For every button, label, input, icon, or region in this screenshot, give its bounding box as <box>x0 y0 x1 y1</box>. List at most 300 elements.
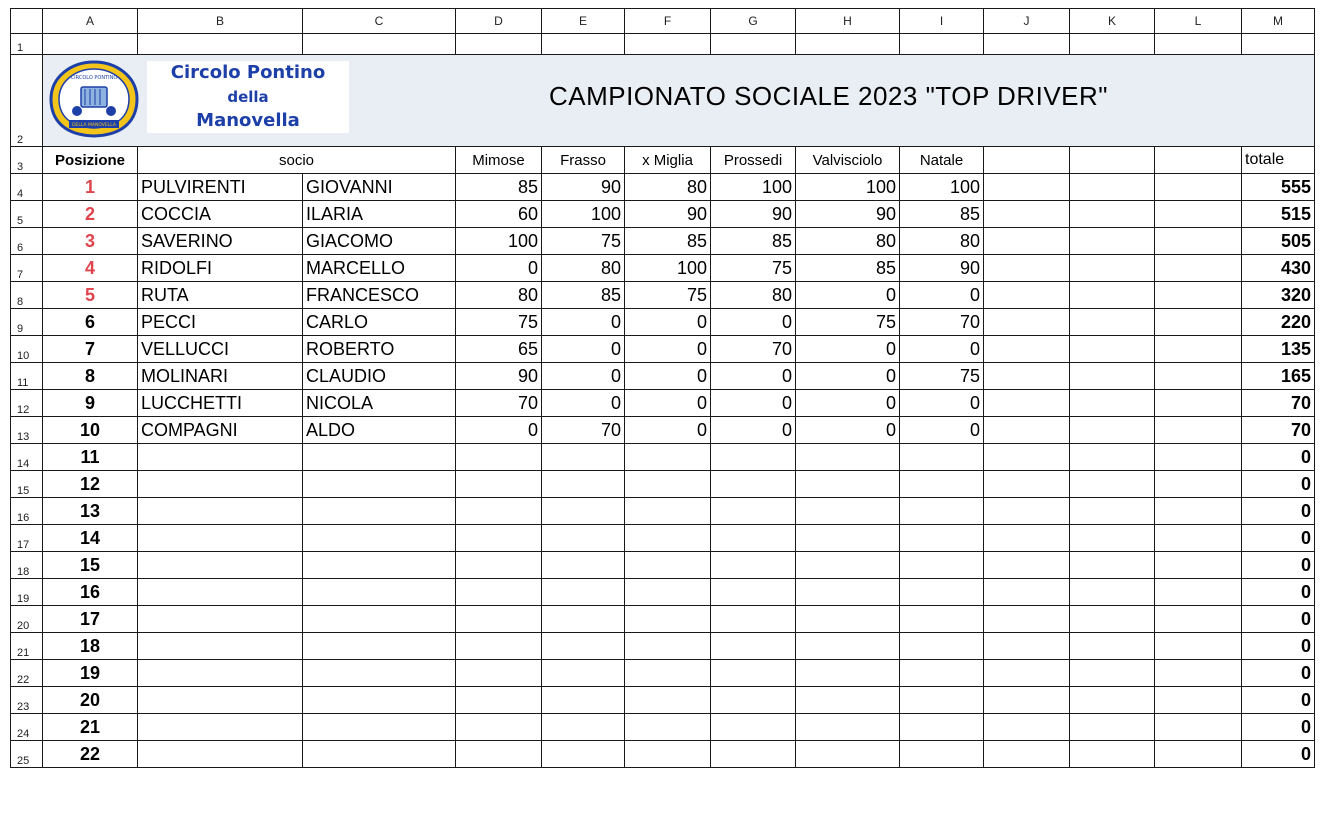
row-number[interactable]: 15 <box>11 471 43 498</box>
cell[interactable] <box>1070 228 1155 255</box>
column-header-c[interactable]: C <box>303 9 456 34</box>
score-cell[interactable]: 85 <box>542 282 625 309</box>
cell[interactable] <box>984 228 1070 255</box>
cell[interactable] <box>1242 34 1315 55</box>
cell[interactable] <box>625 34 711 55</box>
score-cell[interactable]: 0 <box>796 336 900 363</box>
row-number[interactable]: 18 <box>11 552 43 579</box>
score-cell[interactable] <box>625 714 711 741</box>
cell[interactable] <box>1155 687 1242 714</box>
cell[interactable] <box>1070 282 1155 309</box>
score-cell[interactable] <box>456 606 542 633</box>
score-cell[interactable] <box>456 741 542 768</box>
first-name-cell[interactable]: MARCELLO <box>303 255 456 282</box>
score-cell[interactable]: 90 <box>711 201 796 228</box>
cell[interactable] <box>984 741 1070 768</box>
surname-cell[interactable]: PECCI <box>138 309 303 336</box>
score-cell[interactable]: 75 <box>796 309 900 336</box>
cell[interactable] <box>1155 282 1242 309</box>
total-cell[interactable]: 0 <box>1242 579 1315 606</box>
surname-cell[interactable] <box>138 687 303 714</box>
first-name-cell[interactable] <box>303 660 456 687</box>
cell[interactable] <box>1070 390 1155 417</box>
score-cell[interactable] <box>796 714 900 741</box>
score-cell[interactable] <box>711 606 796 633</box>
score-cell[interactable] <box>900 633 984 660</box>
cell[interactable] <box>1070 34 1155 55</box>
score-cell[interactable]: 0 <box>711 417 796 444</box>
first-name-cell[interactable]: CLAUDIO <box>303 363 456 390</box>
total-cell[interactable]: 0 <box>1242 741 1315 768</box>
score-cell[interactable] <box>900 741 984 768</box>
cell[interactable] <box>1155 633 1242 660</box>
score-cell[interactable] <box>542 606 625 633</box>
cell[interactable] <box>984 579 1070 606</box>
cell[interactable] <box>1070 660 1155 687</box>
row-number[interactable]: 21 <box>11 633 43 660</box>
score-cell[interactable] <box>542 687 625 714</box>
row-number[interactable]: 1 <box>11 34 43 55</box>
total-cell[interactable]: 0 <box>1242 714 1315 741</box>
score-cell[interactable] <box>625 525 711 552</box>
position-cell[interactable]: 5 <box>43 282 138 309</box>
row-number[interactable]: 20 <box>11 606 43 633</box>
score-cell[interactable]: 85 <box>796 255 900 282</box>
total-cell[interactable]: 0 <box>1242 660 1315 687</box>
total-cell[interactable]: 555 <box>1242 174 1315 201</box>
header-event-4[interactable]: Prossedi <box>711 147 796 174</box>
cell[interactable] <box>1070 174 1155 201</box>
score-cell[interactable] <box>711 525 796 552</box>
first-name-cell[interactable] <box>303 633 456 660</box>
score-cell[interactable]: 80 <box>711 282 796 309</box>
score-cell[interactable]: 75 <box>625 282 711 309</box>
score-cell[interactable]: 85 <box>711 228 796 255</box>
cell[interactable] <box>1070 417 1155 444</box>
score-cell[interactable] <box>796 606 900 633</box>
first-name-cell[interactable] <box>303 687 456 714</box>
score-cell[interactable]: 0 <box>625 309 711 336</box>
score-cell[interactable]: 80 <box>456 282 542 309</box>
score-cell[interactable]: 70 <box>900 309 984 336</box>
score-cell[interactable] <box>456 552 542 579</box>
score-cell[interactable] <box>711 714 796 741</box>
score-cell[interactable] <box>625 579 711 606</box>
score-cell[interactable]: 0 <box>900 282 984 309</box>
score-cell[interactable] <box>542 552 625 579</box>
cell[interactable] <box>1070 579 1155 606</box>
column-header-m[interactable]: M <box>1242 9 1315 34</box>
score-cell[interactable] <box>456 471 542 498</box>
score-cell[interactable]: 0 <box>900 336 984 363</box>
total-cell[interactable]: 0 <box>1242 633 1315 660</box>
column-header-f[interactable]: F <box>625 9 711 34</box>
total-cell[interactable]: 70 <box>1242 390 1315 417</box>
cell[interactable] <box>984 606 1070 633</box>
score-cell[interactable]: 0 <box>900 417 984 444</box>
score-cell[interactable] <box>625 606 711 633</box>
row-number[interactable]: 10 <box>11 336 43 363</box>
cell[interactable] <box>984 633 1070 660</box>
score-cell[interactable] <box>542 660 625 687</box>
first-name-cell[interactable]: ILARIA <box>303 201 456 228</box>
score-cell[interactable] <box>900 525 984 552</box>
position-cell[interactable]: 7 <box>43 336 138 363</box>
column-header-a[interactable]: A <box>43 9 138 34</box>
score-cell[interactable]: 0 <box>625 336 711 363</box>
cell[interactable] <box>1070 606 1155 633</box>
first-name-cell[interactable] <box>303 525 456 552</box>
position-cell[interactable]: 20 <box>43 687 138 714</box>
score-cell[interactable]: 0 <box>542 390 625 417</box>
column-header-g[interactable]: G <box>711 9 796 34</box>
score-cell[interactable]: 80 <box>900 228 984 255</box>
score-cell[interactable] <box>456 444 542 471</box>
total-cell[interactable]: 0 <box>1242 444 1315 471</box>
score-cell[interactable] <box>456 525 542 552</box>
row-number[interactable]: 16 <box>11 498 43 525</box>
position-cell[interactable]: 11 <box>43 444 138 471</box>
score-cell[interactable]: 100 <box>456 228 542 255</box>
score-cell[interactable]: 0 <box>625 390 711 417</box>
cell[interactable] <box>1070 498 1155 525</box>
total-cell[interactable]: 135 <box>1242 336 1315 363</box>
total-cell[interactable]: 505 <box>1242 228 1315 255</box>
score-cell[interactable]: 0 <box>796 390 900 417</box>
cell[interactable] <box>1070 336 1155 363</box>
row-number[interactable]: 9 <box>11 309 43 336</box>
score-cell[interactable] <box>456 498 542 525</box>
cell[interactable] <box>1155 444 1242 471</box>
cell[interactable] <box>984 687 1070 714</box>
cell[interactable] <box>1155 336 1242 363</box>
score-cell[interactable] <box>796 687 900 714</box>
header-total[interactable]: totale <box>1242 147 1315 174</box>
cell[interactable] <box>1155 660 1242 687</box>
surname-cell[interactable] <box>138 498 303 525</box>
score-cell[interactable] <box>542 444 625 471</box>
cell[interactable] <box>1155 579 1242 606</box>
score-cell[interactable]: 0 <box>625 417 711 444</box>
column-header-k[interactable]: K <box>1070 9 1155 34</box>
score-cell[interactable]: 90 <box>796 201 900 228</box>
row-number[interactable]: 23 <box>11 687 43 714</box>
cell[interactable] <box>984 552 1070 579</box>
surname-cell[interactable] <box>138 606 303 633</box>
cell[interactable] <box>984 255 1070 282</box>
position-cell[interactable]: 18 <box>43 633 138 660</box>
cell[interactable] <box>1070 687 1155 714</box>
cell[interactable] <box>1155 606 1242 633</box>
surname-cell[interactable] <box>138 444 303 471</box>
score-cell[interactable]: 0 <box>625 363 711 390</box>
score-cell[interactable]: 75 <box>542 228 625 255</box>
position-cell[interactable]: 17 <box>43 606 138 633</box>
score-cell[interactable] <box>711 552 796 579</box>
first-name-cell[interactable]: ROBERTO <box>303 336 456 363</box>
row-number[interactable]: 4 <box>11 174 43 201</box>
total-cell[interactable]: 320 <box>1242 282 1315 309</box>
score-cell[interactable] <box>711 471 796 498</box>
cell[interactable] <box>1070 714 1155 741</box>
score-cell[interactable] <box>625 471 711 498</box>
score-cell[interactable]: 0 <box>542 309 625 336</box>
first-name-cell[interactable]: GIOVANNI <box>303 174 456 201</box>
total-cell[interactable]: 165 <box>1242 363 1315 390</box>
header-event-1[interactable]: Mimose <box>456 147 542 174</box>
score-cell[interactable] <box>711 660 796 687</box>
total-cell[interactable]: 0 <box>1242 525 1315 552</box>
first-name-cell[interactable]: CARLO <box>303 309 456 336</box>
surname-cell[interactable] <box>138 714 303 741</box>
cell[interactable] <box>303 34 456 55</box>
score-cell[interactable]: 0 <box>711 363 796 390</box>
cell[interactable] <box>984 336 1070 363</box>
position-cell[interactable]: 13 <box>43 498 138 525</box>
score-cell[interactable] <box>796 498 900 525</box>
position-cell[interactable]: 19 <box>43 660 138 687</box>
score-cell[interactable] <box>542 633 625 660</box>
position-cell[interactable]: 8 <box>43 363 138 390</box>
cell[interactable] <box>984 660 1070 687</box>
score-cell[interactable] <box>900 660 984 687</box>
header-member[interactable]: socio <box>138 147 456 174</box>
score-cell[interactable]: 80 <box>542 255 625 282</box>
cell[interactable] <box>984 525 1070 552</box>
first-name-cell[interactable] <box>303 444 456 471</box>
score-cell[interactable] <box>900 552 984 579</box>
score-cell[interactable]: 80 <box>625 174 711 201</box>
score-cell[interactable]: 85 <box>456 174 542 201</box>
column-header-l[interactable]: L <box>1155 9 1242 34</box>
score-cell[interactable] <box>456 687 542 714</box>
score-cell[interactable]: 70 <box>456 390 542 417</box>
header-event-3[interactable]: x Miglia <box>625 147 711 174</box>
score-cell[interactable] <box>796 552 900 579</box>
cell[interactable] <box>1155 255 1242 282</box>
score-cell[interactable]: 0 <box>542 363 625 390</box>
cell[interactable] <box>984 201 1070 228</box>
cell[interactable] <box>1070 255 1155 282</box>
cell[interactable] <box>1155 309 1242 336</box>
cell[interactable] <box>984 147 1070 174</box>
total-cell[interactable]: 70 <box>1242 417 1315 444</box>
score-cell[interactable] <box>711 687 796 714</box>
cell[interactable] <box>1155 714 1242 741</box>
cell[interactable] <box>984 714 1070 741</box>
surname-cell[interactable]: SAVERINO <box>138 228 303 255</box>
score-cell[interactable] <box>711 579 796 606</box>
score-cell[interactable]: 100 <box>711 174 796 201</box>
first-name-cell[interactable] <box>303 741 456 768</box>
cell[interactable] <box>900 34 984 55</box>
score-cell[interactable]: 75 <box>900 363 984 390</box>
score-cell[interactable] <box>625 687 711 714</box>
row-number[interactable]: 6 <box>11 228 43 255</box>
score-cell[interactable]: 85 <box>625 228 711 255</box>
score-cell[interactable]: 0 <box>796 417 900 444</box>
row-number[interactable]: 7 <box>11 255 43 282</box>
row-number[interactable]: 2 <box>11 55 43 147</box>
cell[interactable] <box>984 444 1070 471</box>
cell[interactable] <box>1155 201 1242 228</box>
cell[interactable] <box>984 282 1070 309</box>
score-cell[interactable]: 0 <box>711 309 796 336</box>
score-cell[interactable]: 90 <box>542 174 625 201</box>
position-cell[interactable]: 10 <box>43 417 138 444</box>
score-cell[interactable] <box>900 687 984 714</box>
score-cell[interactable] <box>796 579 900 606</box>
score-cell[interactable] <box>711 633 796 660</box>
total-cell[interactable]: 0 <box>1242 471 1315 498</box>
surname-cell[interactable] <box>138 660 303 687</box>
score-cell[interactable] <box>625 660 711 687</box>
row-number[interactable]: 11 <box>11 363 43 390</box>
score-cell[interactable] <box>625 741 711 768</box>
cell[interactable] <box>1155 363 1242 390</box>
surname-cell[interactable]: RIDOLFI <box>138 255 303 282</box>
cell[interactable] <box>984 34 1070 55</box>
score-cell[interactable] <box>796 444 900 471</box>
header-event-2[interactable]: Frasso <box>542 147 625 174</box>
surname-cell[interactable]: LUCCHETTI <box>138 390 303 417</box>
surname-cell[interactable]: PULVIRENTI <box>138 174 303 201</box>
score-cell[interactable] <box>796 471 900 498</box>
cell[interactable] <box>984 498 1070 525</box>
first-name-cell[interactable]: FRANCESCO <box>303 282 456 309</box>
column-header-h[interactable]: H <box>796 9 900 34</box>
surname-cell[interactable] <box>138 471 303 498</box>
score-cell[interactable]: 70 <box>542 417 625 444</box>
cell[interactable] <box>43 34 138 55</box>
cell[interactable] <box>1070 633 1155 660</box>
surname-cell[interactable] <box>138 579 303 606</box>
cell[interactable] <box>1070 444 1155 471</box>
row-number[interactable]: 24 <box>11 714 43 741</box>
first-name-cell[interactable]: GIACOMO <box>303 228 456 255</box>
first-name-cell[interactable] <box>303 471 456 498</box>
column-header-d[interactable]: D <box>456 9 542 34</box>
cell[interactable] <box>1070 525 1155 552</box>
total-cell[interactable]: 0 <box>1242 552 1315 579</box>
score-cell[interactable] <box>625 552 711 579</box>
score-cell[interactable]: 100 <box>625 255 711 282</box>
first-name-cell[interactable]: ALDO <box>303 417 456 444</box>
score-cell[interactable] <box>900 471 984 498</box>
cell[interactable] <box>1155 417 1242 444</box>
first-name-cell[interactable] <box>303 606 456 633</box>
cell[interactable] <box>1070 147 1155 174</box>
cell[interactable] <box>1070 309 1155 336</box>
score-cell[interactable]: 0 <box>796 363 900 390</box>
score-cell[interactable] <box>542 525 625 552</box>
score-cell[interactable] <box>796 660 900 687</box>
cell[interactable] <box>1070 363 1155 390</box>
row-number[interactable]: 8 <box>11 282 43 309</box>
total-cell[interactable]: 0 <box>1242 687 1315 714</box>
surname-cell[interactable] <box>138 741 303 768</box>
header-position[interactable]: Posizione <box>43 147 138 174</box>
score-cell[interactable] <box>711 498 796 525</box>
score-cell[interactable]: 0 <box>456 255 542 282</box>
cell[interactable] <box>984 363 1070 390</box>
position-cell[interactable]: 14 <box>43 525 138 552</box>
cell[interactable] <box>456 34 542 55</box>
score-cell[interactable]: 80 <box>796 228 900 255</box>
position-cell[interactable]: 12 <box>43 471 138 498</box>
score-cell[interactable]: 0 <box>456 417 542 444</box>
position-cell[interactable]: 2 <box>43 201 138 228</box>
score-cell[interactable] <box>542 741 625 768</box>
surname-cell[interactable]: RUTA <box>138 282 303 309</box>
score-cell[interactable] <box>542 714 625 741</box>
position-cell[interactable]: 6 <box>43 309 138 336</box>
cell[interactable] <box>1155 174 1242 201</box>
cell[interactable] <box>138 34 303 55</box>
cell[interactable] <box>796 34 900 55</box>
score-cell[interactable] <box>711 444 796 471</box>
total-cell[interactable]: 0 <box>1242 606 1315 633</box>
score-cell[interactable] <box>900 498 984 525</box>
score-cell[interactable] <box>900 444 984 471</box>
row-number[interactable]: 12 <box>11 390 43 417</box>
score-cell[interactable] <box>625 498 711 525</box>
total-cell[interactable]: 220 <box>1242 309 1315 336</box>
surname-cell[interactable]: COMPAGNI <box>138 417 303 444</box>
row-number[interactable]: 3 <box>11 147 43 174</box>
surname-cell[interactable]: COCCIA <box>138 201 303 228</box>
surname-cell[interactable]: MOLINARI <box>138 363 303 390</box>
score-cell[interactable]: 100 <box>542 201 625 228</box>
cell[interactable] <box>984 309 1070 336</box>
score-cell[interactable] <box>796 525 900 552</box>
surname-cell[interactable] <box>138 633 303 660</box>
cell[interactable] <box>1155 525 1242 552</box>
score-cell[interactable]: 90 <box>625 201 711 228</box>
score-cell[interactable]: 0 <box>796 282 900 309</box>
score-cell[interactable] <box>625 633 711 660</box>
cell[interactable] <box>711 34 796 55</box>
column-header-b[interactable]: B <box>138 9 303 34</box>
score-cell[interactable]: 75 <box>711 255 796 282</box>
header-event-6[interactable]: Natale <box>900 147 984 174</box>
row-number[interactable]: 17 <box>11 525 43 552</box>
surname-cell[interactable] <box>138 552 303 579</box>
row-number[interactable]: 25 <box>11 741 43 768</box>
cell[interactable] <box>984 174 1070 201</box>
cell[interactable] <box>1155 741 1242 768</box>
row-number[interactable]: 19 <box>11 579 43 606</box>
cell[interactable] <box>1070 741 1155 768</box>
row-number[interactable]: 13 <box>11 417 43 444</box>
score-cell[interactable] <box>542 498 625 525</box>
score-cell[interactable] <box>542 579 625 606</box>
score-cell[interactable] <box>456 714 542 741</box>
cell[interactable] <box>1070 471 1155 498</box>
cell[interactable] <box>1155 498 1242 525</box>
score-cell[interactable]: 75 <box>456 309 542 336</box>
score-cell[interactable]: 90 <box>456 363 542 390</box>
position-cell[interactable]: 21 <box>43 714 138 741</box>
first-name-cell[interactable]: NICOLA <box>303 390 456 417</box>
cell[interactable] <box>1070 552 1155 579</box>
score-cell[interactable]: 100 <box>900 174 984 201</box>
position-cell[interactable]: 9 <box>43 390 138 417</box>
position-cell[interactable]: 4 <box>43 255 138 282</box>
score-cell[interactable]: 85 <box>900 201 984 228</box>
cell[interactable] <box>1070 201 1155 228</box>
championship-banner[interactable] <box>43 55 1315 147</box>
